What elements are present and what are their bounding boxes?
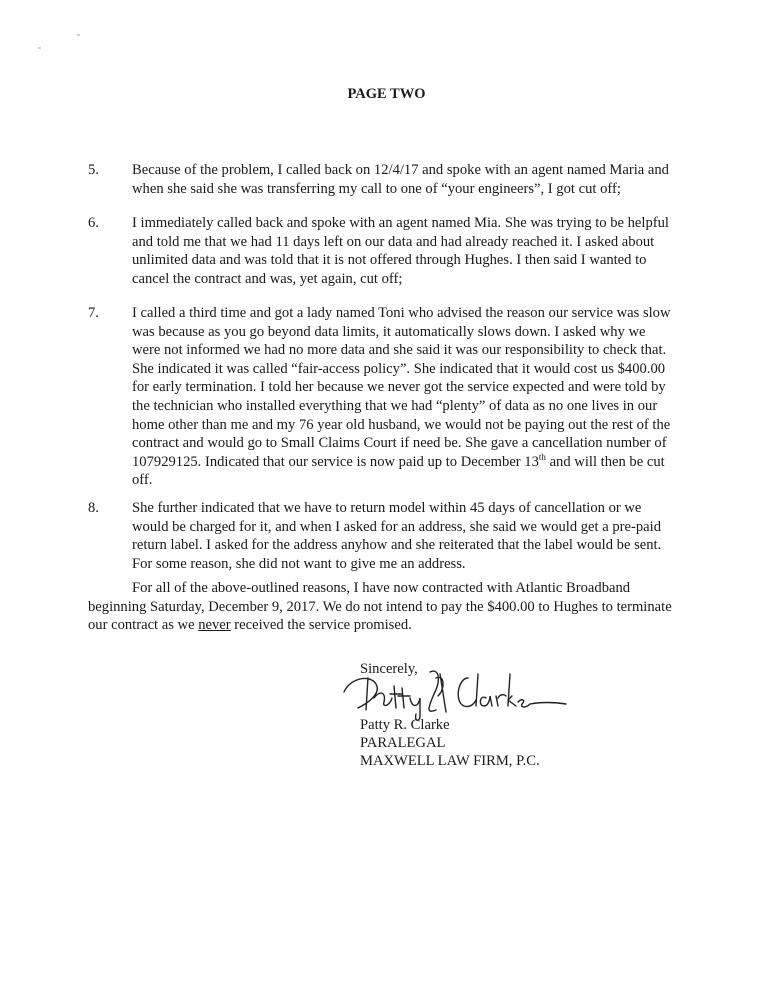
signer-name: Patty R. Clarke <box>360 717 450 733</box>
paragraph-line: would be charged for it, and when I asked for an address, she said we would get a pre-paid <box>132 518 661 535</box>
line-text: our contract as we <box>88 617 199 634</box>
paragraph-line: for early termination. I told her because we never got the service expected and were told by <box>132 379 666 396</box>
paragraph-line: She further indicated that we have to return model within 45 days of cancellation or we <box>132 500 642 516</box>
ordinal-suffix: th <box>538 451 546 462</box>
scan-speck <box>38 47 41 49</box>
paragraph-line: home other than me and my 76 year old husband, we would not be paying out the rest of the <box>132 416 671 433</box>
paragraph-line <box>132 453 688 472</box>
signer-firm: MAXWELL LAW FIRM, P.C. <box>360 753 540 769</box>
numbered-paragraph-5 <box>88 161 688 198</box>
paragraph-number: 5. <box>88 162 99 178</box>
scan-speck <box>77 34 80 36</box>
paragraph-line: For some reason, she did not want to give me an address. <box>132 555 466 572</box>
paragraph-line: beginning Saturday, December 9, 2017. We do not intend to pay the $400.00 to Hughes to terminate <box>88 598 672 615</box>
paragraph-line: the technician who installed everything that we had “plenty” of data as no one lives in our <box>132 397 658 414</box>
paragraph-line: contract and would go to Small Claims Court if need be. She gave a cancellation number of <box>132 435 667 452</box>
page-title: PAGE TWO <box>347 86 426 102</box>
signer-title: PARALEGAL <box>360 735 446 751</box>
paragraph-line: For all of the above-outlined reasons, I have now contracted with Atlantic Broadband <box>132 580 631 596</box>
salutation: Sincerely, <box>360 661 418 677</box>
paragraph-line: She indicated it was called “fair-access policy”. She indicated that it would cost us $400.00 <box>132 360 666 377</box>
paragraph-line: off. <box>132 472 153 489</box>
paragraph-number: 6. <box>88 215 99 231</box>
paragraph-number: 7. <box>88 305 99 321</box>
line-text: and will then be cut <box>545 453 665 470</box>
line-text: 107929125. Indicated that our service is now paid up to December 13 <box>132 453 539 470</box>
closing-paragraph <box>88 579 688 635</box>
paragraph-number: 8. <box>88 500 99 516</box>
paragraph-line: and told me that we had 11 days left on our data and had already reached it. I asked about <box>132 233 655 250</box>
numbered-paragraph-6 <box>88 214 688 288</box>
paragraph-line: cancel the contract and was, yet again, cut off; <box>132 270 403 287</box>
paragraph-line: when she said she was transferring my call to one of “your engineers”, I got cut off; <box>132 180 621 197</box>
line-text: received the service promised. <box>230 617 412 634</box>
paragraph-line: were not informed we had no more data and she said it was our responsibility to check that. <box>132 342 667 359</box>
underlined-word: never <box>198 617 231 634</box>
paragraph-line: I immediately called back and spoke with an agent named Mia. She was trying to be helpful <box>132 215 669 231</box>
numbered-paragraph-7 <box>88 304 688 490</box>
paragraph-line: was because as you go beyond data limits, it automatically slows down. I asked why we <box>132 323 646 340</box>
paragraph-line: unlimited data and was told that it is not offered through Hughes. I then said I wanted to <box>132 252 647 269</box>
numbered-paragraph-8 <box>88 499 688 573</box>
paragraph-line: return label. I asked for the address anyhow and she reiterated that the label would be sent. <box>132 537 662 554</box>
paragraph-line: Because of the problem, I called back on 12/4/17 and spoke with an agent named Maria and <box>132 162 669 178</box>
paragraph-line <box>88 616 688 635</box>
paragraph-line: I called a third time and got a lady named Toni who advised the reason our service was slow <box>132 305 671 321</box>
handwritten-signature <box>340 664 570 724</box>
